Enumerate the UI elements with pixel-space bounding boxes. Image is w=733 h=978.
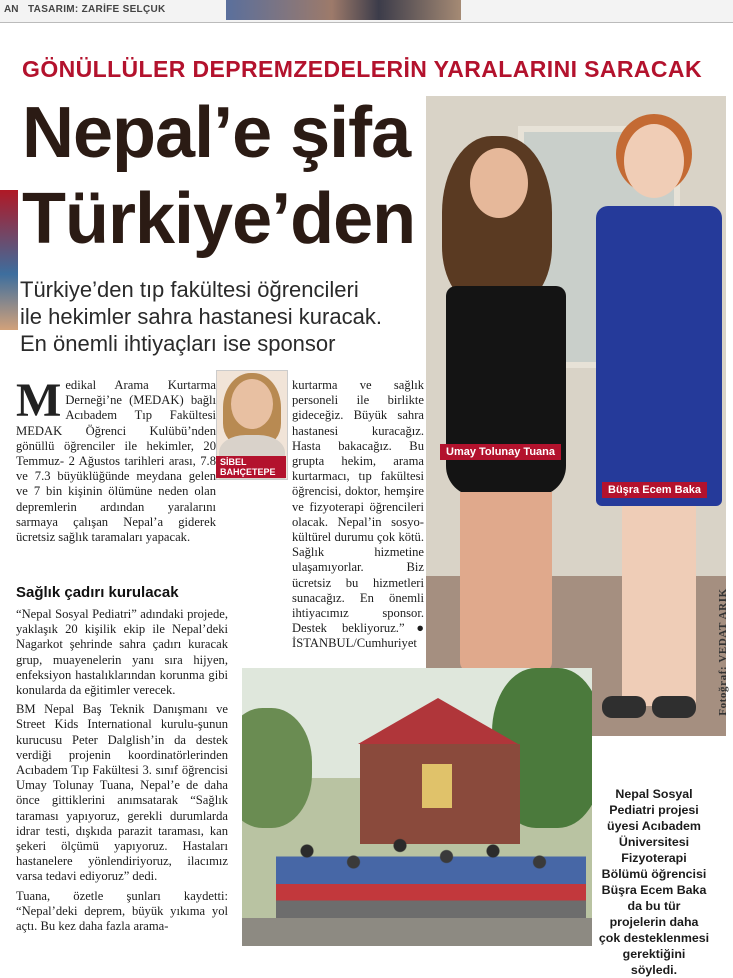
photo-credit (714, 560, 732, 750)
paragraph-intro: edikal Arama Kurtarma Derneği’ne (MEDAK) bağlı Acıbadem Tıp Fakültesi MEDAK Öğrenci Kulübü’nden gönüllü öğrenciler ile hekimler, 20 Temmuz- 2 Ağustos tarihleri arası, 7.8 ve 7.3 büyüklüğünde meydana gelen ve 7 bin kişinin ölümüne neden olan depremlerin ardından yaralarını sarmaya çalışan Nepal’a giderek ücretsiz sağlık taramaları yapacak. (16, 378, 216, 545)
design-credit: TASARIM: ZARİFE SELÇUK (28, 4, 166, 15)
group-photo-crowd (276, 818, 586, 928)
person-right-legs (622, 506, 696, 706)
person-right-shoe-left (602, 696, 646, 718)
headline-line-1: Nepal’e şifa (22, 93, 411, 173)
deck (20, 276, 440, 357)
article-column-3 (16, 576, 228, 938)
header-fragment: AN (4, 4, 19, 15)
photo-credit-text: Fotoğraf: VEDAT ARIK (717, 588, 729, 716)
paragraph-continued: kurtarma ve sağlık personeli ile birlikte gideceğiz. Büyük sahra hastanesi kuracağız. Hasta bakacağız. Bu grupta hekim, arama kurtarmacı, tıp fakültesi öğrencisi, doktor, hemşire ve fizyoterapi öğrencileri olacak. Nepal’in sosyo-kültürel durumu çok kötü. Sağlık hizmetine ulaşamıyorlar. Biz ücretsiz bu hizmetleri sunacağız. En önemli ihtiyacımız sponsor. Destek bekliyoruz.”● İSTANBUL/Cumhuriyet (292, 378, 424, 651)
group-photo-ground (242, 918, 592, 946)
photo-label-right: Büşra Ecem Baka (602, 482, 707, 498)
article-column-1 (16, 374, 216, 549)
paragraph-project: “Nepal Sosyal Pediatri” adındaki projede, yaklaşık 20 kişilik ekip ile Nepal’deki Nagarkot şehrinde sahra çadırı kuracak grup, muayenelerin yanı sıra hijyen, enfeksiyon hastalıklarından korunma gibi konularda da eğitimler verecek. (16, 607, 228, 698)
person-right-shoe-right (652, 696, 696, 718)
main-photo (426, 96, 726, 736)
kicker: GÖNÜLLÜLER DEPREMZEDELERİN YARALARINI SARACAK (22, 56, 702, 82)
deck-line-2: ile hekimler sahra hastanesi kuracak. (20, 304, 382, 329)
paragraph-quote: Tuana, özetle şunları kaydetti: “Nepal’deki deprem, büyük yıkıma yol açtı. Bu kez daha fazla arama- (16, 888, 228, 934)
deck-line-1: Türkiye’den tıp fakültesi öğrencileri (20, 277, 359, 302)
paragraph-coordinator: BM Nepal Baş Teknik Danışmanı ve Street Kids International kurulu-şunun kurucusu Peter Dalglish’in da destek verdiği projenin koordinatörlerinden Acıbadem Tıp Fakültesi 3. sınıf öğrencisi Umay Tolunay Tuana, Nepal’e de daha önce gittiklerini anımsatarak “Sağlık taraması yapıyoruz, gerekli durumlarda idrar testi, dışkıda parazit taraması, kan şekeri ölçümü yapıyoruz. Hastaları hastanelere yönlendiriyoruz, ilacımız varsa tedavi ediyoruz” dedi. (16, 702, 228, 884)
page-top-bar (0, 0, 733, 23)
person-right-face (624, 124, 684, 198)
headline (22, 90, 442, 262)
article-column-2 (292, 378, 424, 656)
left-edge-image-fragment (0, 190, 18, 330)
photo-label-left: Umay Tolunay Tuana (440, 444, 561, 460)
top-thumbnail-image (226, 0, 461, 20)
group-photo (242, 668, 592, 946)
person-left-legs (460, 492, 552, 672)
author-name-tag: SİBEL BAHÇETEPE (216, 456, 286, 478)
person-left-face (470, 148, 528, 218)
subhead: Sağlık çadırı kurulacak (16, 584, 179, 601)
drop-cap: M (16, 374, 62, 427)
portrait-face (231, 379, 273, 429)
photo-caption: Nepal Sosyal Pediatri projesi üyesi Acıbadem Üniversitesi Fizyoterapi Bölümü öğrencisi Büşra Ecem Baka da bu tür projelerin daha çok desteklenmesi gerektiğini söyledi. (598, 787, 710, 977)
person-right-dress (596, 206, 722, 506)
group-photo-temple-door (422, 764, 452, 808)
deck-line-3: En önemli ihtiyaçları ise sponsor (20, 331, 336, 356)
group-photo-tree-left (242, 708, 312, 828)
headline-line-2: Türkiye’den (22, 179, 416, 259)
person-left-dress (446, 286, 566, 496)
